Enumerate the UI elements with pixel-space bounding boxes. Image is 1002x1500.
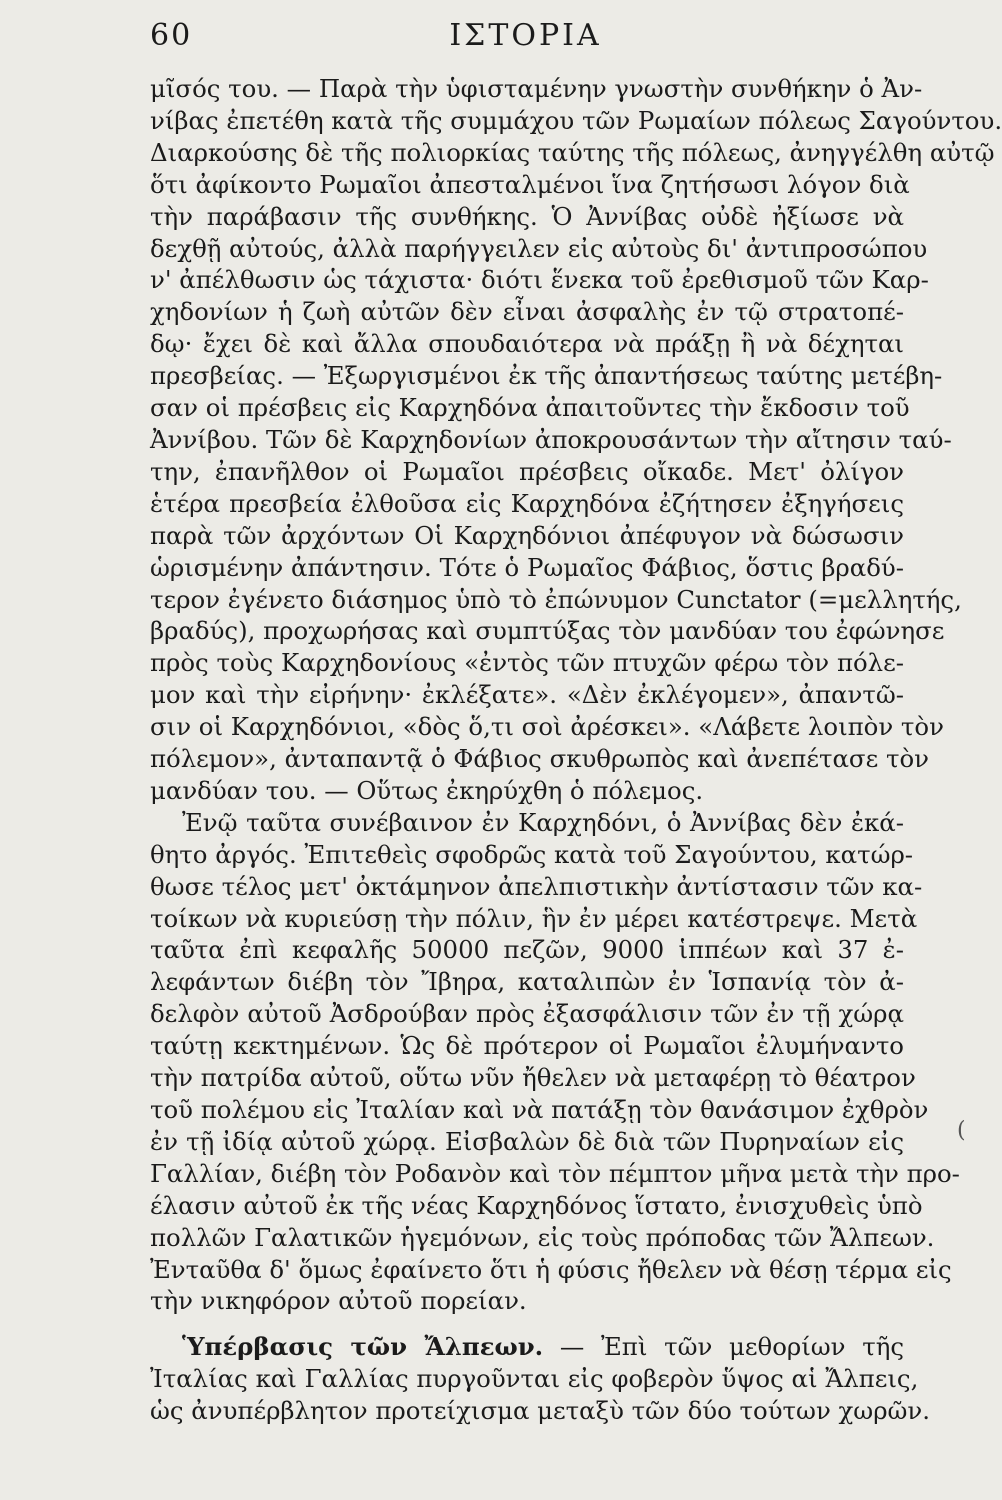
text-line: ὡρισμένην ἀπάντησιν. Τότε ὁ Ρωμαῖος Φάβιος, ὅστις βραδύ- [150,552,904,582]
running-head: ΙΣΤΟΡΙΑ [449,18,602,53]
text-line: παρὰ τῶν ἀρχόντων Οἱ Καρχηδόνιοι ἀπέφυγον νὰ δώσωσιν [150,520,904,550]
text-line: πρὸς τοὺς Καρχηδονίους «ἐντὸς τῶν πτυχῶν φέρω τὸν πόλε- [150,648,904,678]
text-line: Ἐνῷ ταῦτα συνέβαινον ἐν Καρχηδόνι, ὁ Ἀννίβας δὲν ἐκά- [182,807,904,837]
text-line: μον καὶ τὴν εἰρήνην· ἐκλέξατε». «Δὲν ἐκλέγομεν», ἀπαντῶ- [150,680,904,710]
section-heading-continuation: — Ἐπὶ τῶν μεθορίων τῆς [559,1332,904,1362]
text-line: ταῦτα ἐπὶ κεφαλῆς 50000 πεζῶν, 9000 ἱππέων καὶ 37 ἐ- [150,935,904,965]
paragraph-2 [150,807,960,1318]
section-first-line [150,1331,904,1363]
text-line: Γαλλίαν, διέβη τὸν Ροδανὸν καὶ τὸν πέμπτον μῆνα μετὰ τὴν προ- [150,1158,960,1188]
section-heading: Ὑπέρβασις τῶν Ἄλπεων. [182,1332,544,1362]
text-line: τοῦ πολέμου εἰς Ἰταλίαν καὶ νὰ πατάξῃ τὸν θανάσιμον ἐχθρὸν [150,1095,929,1124]
text-line: δεχθῇ αὐτούς, ἀλλὰ παρήγγειλεν εἰς αὐτοὺς δι' ἀντιπροσώπου [150,233,928,263]
text-line: πόλεμον», ἀνταπαντᾷ ὁ Φάβιος σκυθρωπὸς καὶ ἀνεπέτασε τὸν [150,744,929,774]
text-line: δελφὸν αὐτοῦ Ἀσδρούβαν πρὸς ἐξασφάλισιν τῶν ἐν τῇ χώρᾳ [150,999,904,1029]
section-alps [150,1331,931,1427]
body-text [150,73,1002,1427]
text-line: Ἰταλίας καὶ Γαλλίας πυργοῦνται εἰς φοβερὸν ὕψος αἱ Ἄλπεις, [150,1364,919,1394]
text-line: ν' ἀπέλθωσιν ὡς τάχιστα· διότι ἕνεκα τοῦ ἐρεθισμοῦ τῶν Καρ- [150,265,929,295]
text-line: τοίκων νὰ κυριεύσῃ τὴν πόλιν, ἣν ἐν μέρει κατέστρεψε. Μετὰ [150,903,918,933]
text-line: την, ἐπανῆλθον οἱ Ρωμαῖοι πρέσβεις οἴκαδε. Μετ' ὀλίγον [150,456,904,486]
text-line: μανδύαν του. — Οὕτως ἐκηρύχθη ὁ πόλεμος. [150,775,704,805]
text-line: βραδύς), προχωρήσας καὶ συμπτύξας τὸν μανδύαν του ἐφώνησε [150,616,945,646]
text-line: ὡς ἀνυπέρβλητον προτείχισμα μεταξὺ τῶν δύο τούτων χωρῶν. [150,1396,931,1426]
text-line: τερον ἐγένετο διάσημος ὑπὸ τὸ ἐπώνυμον Cunctator (=μελλητής, [150,584,962,614]
text-line: ὅτι ἀφίκοντο Ρωμαῖοι ἀπεσταλμένοι ἵνα ζητήσωσι λόγον διὰ [150,169,910,199]
text-line: ἑτέρα πρεσβεία ἐλθοῦσα εἰς Καρχηδόνα ἐζήτησεν ἐξηγήσεις [150,488,904,518]
text-line: σιν οἱ Καρχηδόνιοι, «δὸς ὅ,τι σοὶ ἀρέσκει». «Λάβετε λοιπὸν τὸν [150,712,944,742]
text-line: ἐν τῇ ἰδίᾳ αὐτοῦ χώρᾳ. Εἰσβαλὼν δὲ διὰ τῶν Πυρηναίων εἰς [150,1126,904,1156]
text-line: χηδονίων ἡ ζωὴ αὐτῶν δὲν εἶναι ἀσφαλὴς ἐν τῷ στρατοπέ- [150,297,904,327]
text-line: νίβας ἐπετέθη κατὰ τῆς συμμάχου τῶν Ρωμαίων πόλεως Σαγούντου. [150,105,1002,135]
text-line: θωσε τέλος μετ' ὀκτάμηνον ἀπελπιστικὴν ἀντίστασιν τῶν κα- [150,871,923,901]
text-line: θητο ἀργός. Ἐπιτεθεὶς σφοδρῶς κατὰ τοῦ Σαγούντου, κατώρ- [150,839,914,869]
text-line: μῖσός του. — Παρὰ τὴν ὑφισταμένην γνωστὴν συνθήκην ὁ Ἀν- [150,74,923,103]
text-line: τὴν πατρίδα αὐτοῦ, οὕτω νῦν ἤθελεν νὰ μεταφέρῃ τὸ θέατρον [150,1063,916,1093]
text-line: πολλῶν Γαλατικῶν ἡγεμόνων, εἰς τοὺς πρόποδας τῶν Ἄλπεων. [150,1222,935,1252]
text-line: έλασιν αὐτοῦ ἐκ τῆς νέας Καρχηδόνος ἵστατο, ἐνισχυθεὶς ὑπὸ [150,1190,923,1220]
section-gap [150,1317,904,1331]
text-line: τὴν νικηφόρον αὐτοῦ πορείαν. [150,1286,527,1316]
text-line: σαν οἱ πρέσβεις εἰς Καρχηδόνα ἀπαιτοῦντες τὴν ἔκδοσιν τοῦ [150,393,910,423]
text-line: Ἀννίβου. Τῶν δὲ Καρχηδονίων ἀποκρουσάντων τὴν αἴτησιν ταύ- [150,424,952,454]
margin-mark: ( [957,1118,966,1143]
text-line: Διαρκούσης δὲ τῆς πολιορκίας ταύτης τῆς πόλεως, ἀνηγγέλθη αὐτῷ [150,137,995,167]
text-line: ταύτῃ κεκτημένων. Ὡς δὲ πρότερον οἱ Ρωμαῖοι ἐλυμήναντο [150,1031,904,1061]
page-header [150,18,901,58]
text-line: λεφάντων διέβη τὸν Ἴβηρα, καταλιπὼν ἐν Ἱσπανίᾳ τὸν ἀ- [150,967,904,997]
text-line: πρεσβείας. — Ἐξωργισμένοι ἐκ τῆς ἀπαντήσεως ταύτης μετέβη- [150,361,943,391]
page-number: 60 [150,18,193,53]
text-line: δῳ· ἔχει δὲ καὶ ἄλλα σπουδαιότερα νὰ πράξῃ ἢ νὰ δέχηται [150,329,904,359]
text-line: Ἐνταῦθα δ' ὅμως ἐφαίνετο ὅτι ἡ φύσις ἤθελεν νὰ θέσῃ τέρμα εἰς [150,1254,952,1284]
text-line: τὴν παράβασιν τῆς συνθήκης. Ὁ Ἀννίβας οὐδὲ ἠξίωσε νὰ [150,201,904,231]
paragraph-1 [150,73,1002,807]
